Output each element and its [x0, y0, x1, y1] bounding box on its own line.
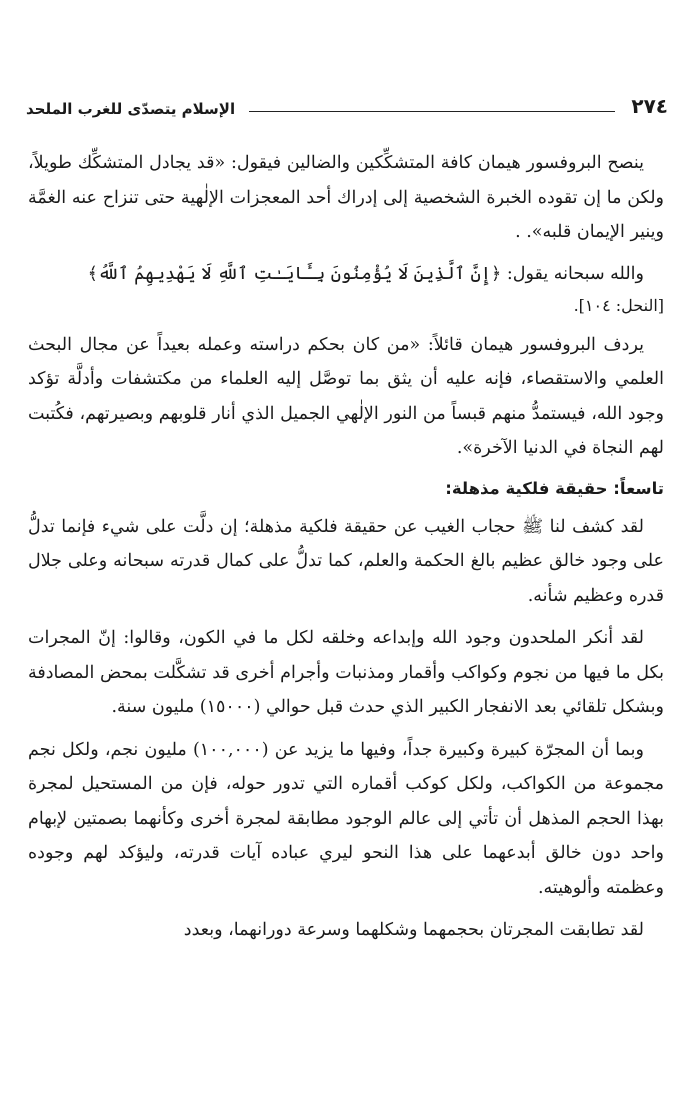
page-body — [28, 146, 664, 956]
section-heading: تاسعاً: حقيقة فلكية مذهلة: — [445, 478, 664, 498]
paragraph-atheists-claim: لقد أنكر الملحدون وجود الله وإبداعه وخلقه لكل ما في الكون، وقالوا: إنّ المجرات بكل ما فيها من نجوم وكواكب وأقمار ومذنبات وأجرام أخرى قد تشكَّلت بمحض المصادفة وبشكل تلقائي بعد الانفجار الكبير الذي حدث قبل حوالي (١٥٠٠٠) مليون سنة. — [28, 628, 664, 717]
paragraph-heyman-advice: ينصح البروفسور هيمان كافة المتشكِّكين والضالين فيقول: «قد يجادل المتشكِّك طويلاً، ولكن ما إن تقوده الخبرة الشخصية إلى إدراك أحد المعجزات الإلٰهية حتى تنزاح عنه الغمَّة وينير الإيمان قلبه». . — [28, 153, 664, 242]
running-title: الإسلام يتصدّى للغرب الملحد — [26, 100, 236, 118]
quran-ayah: ﴿إِنَّ ٱلَّذِينَ لَا يُؤْمِنُونَ بِـَٔايَـٰتِ ٱللَّهِ لَا يَهْدِيهِمُ ٱللَّهُ﴾ — [87, 263, 502, 284]
page-number: ٢٧٤ — [631, 94, 668, 118]
paragraph-quran-verse — [28, 258, 664, 322]
paragraph-astronomical-fact: لقد كشف لنا ﷺ حجاب الغيب عن حقيقة فلكية مذهلة؛ إن دلَّت على شيء فإنما تدلُّ على وجود خالق عظيم بالغ الحكمة والعلم، كما تدلُّ على كمال قدرته سبحانه وعلى جلال قدره وعظيم شأنه. — [28, 516, 664, 606]
verse-intro: والله سبحانه يقول: — [501, 263, 644, 284]
paragraph-heyman-continues: يردف البروفسور هيمان قائلاً: «من كان بحكم دراسته وعمله بعيداً عن مجال البحث العلمي والاستقصاء، فإنه عليه أن يثق بما توصَّل إليه العلماء من مكتشفات وأدلَّة تؤكد وجود الله، فيستمدُّ منهم قبساً من النور الإلٰهي الجميل الذي أنار قلوبهم وبصيرتهم، فكُتبت لهم النجاة في الدنيا الآخرة». — [28, 334, 664, 458]
header-rule — [249, 111, 615, 112]
paragraph-galaxy-size: وبما أن المجرّة كبيرة وكبيرة جداً، وفيها ما يزيد عن (١٠٠,٠٠٠) مليون نجم، ولكل نجم مجموعة من الكواكب، ولكل كوكب أقماره التي تدور حوله، فإن من المستحيل لمجرة بهذا الحجم المذهل أن تأتي إلى عالم الوجود مطابقة لمجرة أخرى وكأنهما بصمتين لإبهام واحد دون خالق أبدعهما على هذا النحو ليري عباده آيات قدرته، وليؤكد لهم وجوده وعظمته وألوهيته. — [28, 739, 664, 898]
paragraph-galaxies-match: لقد تطابقت المجرتان بحجمهما وشكلهما وسرعة دورانهما، وبعدد — [183, 920, 644, 940]
verse-reference: [النحل: ١٠٤]. — [573, 295, 664, 315]
page-header — [26, 88, 668, 118]
